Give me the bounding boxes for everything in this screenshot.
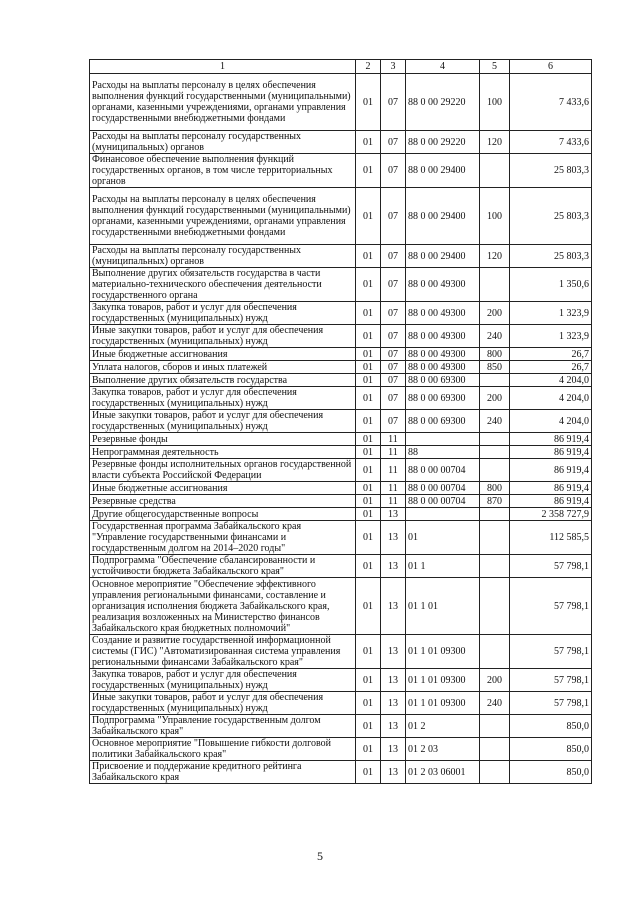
amount-cell: 850,0 xyxy=(510,715,592,738)
amount-cell: 86 919,4 xyxy=(510,482,592,495)
subsection-code-cell: 11 xyxy=(381,459,406,482)
table-row xyxy=(90,692,592,715)
section-code-cell: 01 xyxy=(356,738,381,761)
expense-type-cell xyxy=(480,521,510,555)
amount-cell: 57 798,1 xyxy=(510,669,592,692)
amount-cell: 7 433,6 xyxy=(510,74,592,131)
target-article-cell: 88 0 00 29400 xyxy=(406,245,480,268)
target-article-cell: 01 1 01 xyxy=(406,578,480,635)
amount-cell: 850,0 xyxy=(510,738,592,761)
item-name-cell: Другие общегосударственные вопросы xyxy=(90,508,356,521)
table-row xyxy=(90,669,592,692)
subsection-code-cell: 13 xyxy=(381,761,406,784)
target-article-cell xyxy=(406,508,480,521)
item-name-cell: Иные бюджетные ассигнования xyxy=(90,482,356,495)
expense-type-cell: 200 xyxy=(480,669,510,692)
expense-type-cell xyxy=(480,446,510,459)
section-code-cell: 01 xyxy=(356,508,381,521)
column-header: 2 xyxy=(356,60,381,74)
section-code-cell: 01 xyxy=(356,692,381,715)
expense-type-cell: 200 xyxy=(480,387,510,410)
table-row xyxy=(90,578,592,635)
table-row xyxy=(90,508,592,521)
subsection-code-cell: 13 xyxy=(381,508,406,521)
subsection-code-cell: 07 xyxy=(381,387,406,410)
table-row xyxy=(90,325,592,348)
section-code-cell: 01 xyxy=(356,188,381,245)
item-name-cell: Иные бюджетные ассигнования xyxy=(90,348,356,361)
subsection-code-cell: 13 xyxy=(381,738,406,761)
item-name-cell: Резервные фонды исполнительных органов государственной власти субъекта Российской Федерации xyxy=(90,459,356,482)
subsection-code-cell: 07 xyxy=(381,268,406,302)
expense-type-cell: 850 xyxy=(480,361,510,374)
expense-type-cell xyxy=(480,508,510,521)
section-code-cell: 01 xyxy=(356,555,381,578)
section-code-cell: 01 xyxy=(356,325,381,348)
amount-cell: 86 919,4 xyxy=(510,459,592,482)
column-header: 3 xyxy=(381,60,406,74)
subsection-code-cell: 13 xyxy=(381,521,406,555)
item-name-cell: Резервные средства xyxy=(90,495,356,508)
expense-type-cell xyxy=(480,154,510,188)
section-code-cell: 01 xyxy=(356,302,381,325)
target-article-cell: 88 0 00 49300 xyxy=(406,361,480,374)
table-row xyxy=(90,738,592,761)
table-row xyxy=(90,555,592,578)
amount-cell: 26,7 xyxy=(510,348,592,361)
subsection-code-cell: 13 xyxy=(381,669,406,692)
table-row xyxy=(90,74,592,131)
item-name-cell: Закупка товаров, работ и услуг для обеспечения государственных (муниципальных) нужд xyxy=(90,669,356,692)
expense-type-cell xyxy=(480,555,510,578)
table-row xyxy=(90,154,592,188)
expense-type-cell: 870 xyxy=(480,495,510,508)
amount-cell: 1 323,9 xyxy=(510,325,592,348)
amount-cell: 4 204,0 xyxy=(510,387,592,410)
target-article-cell: 01 1 01 09300 xyxy=(406,669,480,692)
table-row xyxy=(90,433,592,446)
expense-type-cell: 120 xyxy=(480,131,510,154)
column-header: 4 xyxy=(406,60,480,74)
subsection-code-cell: 11 xyxy=(381,433,406,446)
subsection-code-cell: 07 xyxy=(381,325,406,348)
section-code-cell: 01 xyxy=(356,387,381,410)
target-article-cell: 88 0 00 00704 xyxy=(406,459,480,482)
target-article-cell: 88 0 00 69300 xyxy=(406,374,480,387)
amount-cell: 25 803,3 xyxy=(510,188,592,245)
table-header-row xyxy=(90,60,592,74)
table-row xyxy=(90,245,592,268)
expense-type-cell: 800 xyxy=(480,482,510,495)
table-row xyxy=(90,495,592,508)
amount-cell: 86 919,4 xyxy=(510,433,592,446)
section-code-cell: 01 xyxy=(356,635,381,669)
target-article-cell xyxy=(406,433,480,446)
amount-cell: 7 433,6 xyxy=(510,131,592,154)
item-name-cell: Закупка товаров, работ и услуг для обеспечения государственных (муниципальных) нужд xyxy=(90,302,356,325)
amount-cell: 4 204,0 xyxy=(510,374,592,387)
subsection-code-cell: 07 xyxy=(381,131,406,154)
target-article-cell: 88 0 00 49300 xyxy=(406,348,480,361)
section-code-cell: 01 xyxy=(356,374,381,387)
target-article-cell: 01 2 xyxy=(406,715,480,738)
section-code-cell: 01 xyxy=(356,268,381,302)
item-name-cell: Расходы на выплаты персоналу в целях обеспечения выполнения функций государственными (муниципальными) органами, казенными учреждениями, органами управления государственными внебюджетными фондами xyxy=(90,188,356,245)
subsection-code-cell: 13 xyxy=(381,692,406,715)
item-name-cell: Государственная программа Забайкальского края "Управление государственными финансами и государственным долгом на 2014–2020 годы" xyxy=(90,521,356,555)
subsection-code-cell: 07 xyxy=(381,188,406,245)
item-name-cell: Присвоение и поддержание кредитного рейтинга Забайкальского края xyxy=(90,761,356,784)
target-article-cell: 88 0 00 29220 xyxy=(406,74,480,131)
budget-table xyxy=(89,59,592,784)
item-name-cell: Непрограммная деятельность xyxy=(90,446,356,459)
section-code-cell: 01 xyxy=(356,433,381,446)
item-name-cell: Уплата налогов, сборов и иных платежей xyxy=(90,361,356,374)
subsection-code-cell: 07 xyxy=(381,361,406,374)
section-code-cell: 01 xyxy=(356,361,381,374)
expense-type-cell xyxy=(480,761,510,784)
item-name-cell: Расходы на выплаты персоналу государственных (муниципальных) органов xyxy=(90,245,356,268)
subsection-code-cell: 13 xyxy=(381,578,406,635)
target-article-cell: 88 0 00 29220 xyxy=(406,131,480,154)
subsection-code-cell: 07 xyxy=(381,154,406,188)
table-row xyxy=(90,410,592,433)
amount-cell: 850,0 xyxy=(510,761,592,784)
expense-type-cell xyxy=(480,268,510,302)
expense-type-cell: 800 xyxy=(480,348,510,361)
target-article-cell: 01 1 01 09300 xyxy=(406,692,480,715)
subsection-code-cell: 07 xyxy=(381,374,406,387)
item-name-cell: Расходы на выплаты персоналу государственных (муниципальных) органов xyxy=(90,131,356,154)
target-article-cell: 01 2 03 06001 xyxy=(406,761,480,784)
subsection-code-cell: 07 xyxy=(381,74,406,131)
item-name-cell: Финансовое обеспечение выполнения функций государственных органов, в том числе территориальных органов xyxy=(90,154,356,188)
target-article-cell: 88 xyxy=(406,446,480,459)
item-name-cell: Основное мероприятие "Повышение гибкости долговой политики Забайкальского края" xyxy=(90,738,356,761)
subsection-code-cell: 11 xyxy=(381,446,406,459)
item-name-cell: Резервные фонды xyxy=(90,433,356,446)
section-code-cell: 01 xyxy=(356,578,381,635)
target-article-cell: 01 1 01 09300 xyxy=(406,635,480,669)
subsection-code-cell: 11 xyxy=(381,495,406,508)
target-article-cell: 88 0 00 69300 xyxy=(406,387,480,410)
expense-type-cell: 100 xyxy=(480,188,510,245)
amount-cell: 112 585,5 xyxy=(510,521,592,555)
table-row xyxy=(90,268,592,302)
amount-cell: 2 358 727,9 xyxy=(510,508,592,521)
subsection-code-cell: 07 xyxy=(381,245,406,268)
amount-cell: 57 798,1 xyxy=(510,692,592,715)
expense-type-cell xyxy=(480,715,510,738)
section-code-cell: 01 xyxy=(356,154,381,188)
item-name-cell: Выполнение других обязательств государства xyxy=(90,374,356,387)
amount-cell: 4 204,0 xyxy=(510,410,592,433)
table-row xyxy=(90,482,592,495)
table-row xyxy=(90,715,592,738)
subsection-code-cell: 11 xyxy=(381,482,406,495)
expense-type-cell: 240 xyxy=(480,325,510,348)
amount-cell: 57 798,1 xyxy=(510,578,592,635)
expense-type-cell xyxy=(480,459,510,482)
target-article-cell: 88 0 00 49300 xyxy=(406,302,480,325)
section-code-cell: 01 xyxy=(356,410,381,433)
subsection-code-cell: 13 xyxy=(381,635,406,669)
page-number: 5 xyxy=(317,849,323,863)
table-row xyxy=(90,348,592,361)
expense-type-cell: 120 xyxy=(480,245,510,268)
section-code-cell: 01 xyxy=(356,669,381,692)
table-row xyxy=(90,761,592,784)
item-name-cell: Подпрограмма "Обеспечение сбалансированности и устойчивости бюджета Забайкальского края" xyxy=(90,555,356,578)
target-article-cell: 88 0 00 49300 xyxy=(406,325,480,348)
expense-type-cell xyxy=(480,433,510,446)
subsection-code-cell: 13 xyxy=(381,555,406,578)
target-article-cell: 88 0 00 69300 xyxy=(406,410,480,433)
amount-cell: 86 919,4 xyxy=(510,446,592,459)
expense-type-cell: 200 xyxy=(480,302,510,325)
table-row xyxy=(90,131,592,154)
target-article-cell: 88 0 00 00704 xyxy=(406,495,480,508)
amount-cell: 57 798,1 xyxy=(510,555,592,578)
target-article-cell: 01 1 xyxy=(406,555,480,578)
section-code-cell: 01 xyxy=(356,74,381,131)
target-article-cell: 01 2 03 xyxy=(406,738,480,761)
expense-type-cell: 240 xyxy=(480,410,510,433)
target-article-cell: 01 xyxy=(406,521,480,555)
expense-type-cell: 240 xyxy=(480,692,510,715)
subsection-code-cell: 07 xyxy=(381,302,406,325)
table-row xyxy=(90,521,592,555)
item-name-cell: Основное мероприятие "Обеспечение эффективного управления региональными финансами, составление и организация исполнения бюджета Забайкальского края, реализация возложенных на Министерство финансов Забайкальского края бюджетных полномочий" xyxy=(90,578,356,635)
expense-type-cell xyxy=(480,374,510,387)
target-article-cell: 88 0 00 29400 xyxy=(406,154,480,188)
expense-type-cell: 100 xyxy=(480,74,510,131)
section-code-cell: 01 xyxy=(356,348,381,361)
table-row xyxy=(90,302,592,325)
item-name-cell: Иные закупки товаров, работ и услуг для обеспечения государственных (муниципальных) нужд xyxy=(90,692,356,715)
amount-cell: 25 803,3 xyxy=(510,245,592,268)
amount-cell: 26,7 xyxy=(510,361,592,374)
section-code-cell: 01 xyxy=(356,715,381,738)
section-code-cell: 01 xyxy=(356,131,381,154)
section-code-cell: 01 xyxy=(356,482,381,495)
table-row xyxy=(90,446,592,459)
item-name-cell: Подпрограмма "Управление государственным долгом Забайкальского края" xyxy=(90,715,356,738)
table-row xyxy=(90,459,592,482)
table-body xyxy=(90,74,592,784)
subsection-code-cell: 13 xyxy=(381,715,406,738)
item-name-cell: Иные закупки товаров, работ и услуг для обеспечения государственных (муниципальных) нужд xyxy=(90,325,356,348)
section-code-cell: 01 xyxy=(356,495,381,508)
section-code-cell: 01 xyxy=(356,446,381,459)
amount-cell: 86 919,4 xyxy=(510,495,592,508)
table-row xyxy=(90,635,592,669)
subsection-code-cell: 07 xyxy=(381,348,406,361)
amount-cell: 25 803,3 xyxy=(510,154,592,188)
section-code-cell: 01 xyxy=(356,245,381,268)
target-article-cell: 88 0 00 49300 xyxy=(406,268,480,302)
table-row xyxy=(90,188,592,245)
target-article-cell: 88 0 00 00704 xyxy=(406,482,480,495)
item-name-cell: Закупка товаров, работ и услуг для обеспечения государственных (муниципальных) нужд xyxy=(90,387,356,410)
item-name-cell: Выполнение других обязательств государства в части материально-технического обеспечения деятельности государственного органа xyxy=(90,268,356,302)
expense-type-cell xyxy=(480,635,510,669)
expense-type-cell xyxy=(480,578,510,635)
table-row xyxy=(90,387,592,410)
item-name-cell: Расходы на выплаты персоналу в целях обеспечения выполнения функций государственными (муниципальными) органами, казенными учреждениями, органами управления государственными внебюджетными фондами xyxy=(90,74,356,131)
section-code-cell: 01 xyxy=(356,459,381,482)
table-row xyxy=(90,361,592,374)
expense-type-cell xyxy=(480,738,510,761)
amount-cell: 57 798,1 xyxy=(510,635,592,669)
column-header: 6 xyxy=(510,60,592,74)
subsection-code-cell: 07 xyxy=(381,410,406,433)
column-header: 5 xyxy=(480,60,510,74)
amount-cell: 1 350,6 xyxy=(510,268,592,302)
section-code-cell: 01 xyxy=(356,761,381,784)
table-row xyxy=(90,374,592,387)
amount-cell: 1 323,9 xyxy=(510,302,592,325)
item-name-cell: Создание и развитие государственной информационной системы (ГИС) "Автоматизированная система управления региональными финансами Забайкальского края" xyxy=(90,635,356,669)
column-header: 1 xyxy=(90,60,356,74)
target-article-cell: 88 0 00 29400 xyxy=(406,188,480,245)
item-name-cell: Иные закупки товаров, работ и услуг для обеспечения государственных (муниципальных) нужд xyxy=(90,410,356,433)
section-code-cell: 01 xyxy=(356,521,381,555)
